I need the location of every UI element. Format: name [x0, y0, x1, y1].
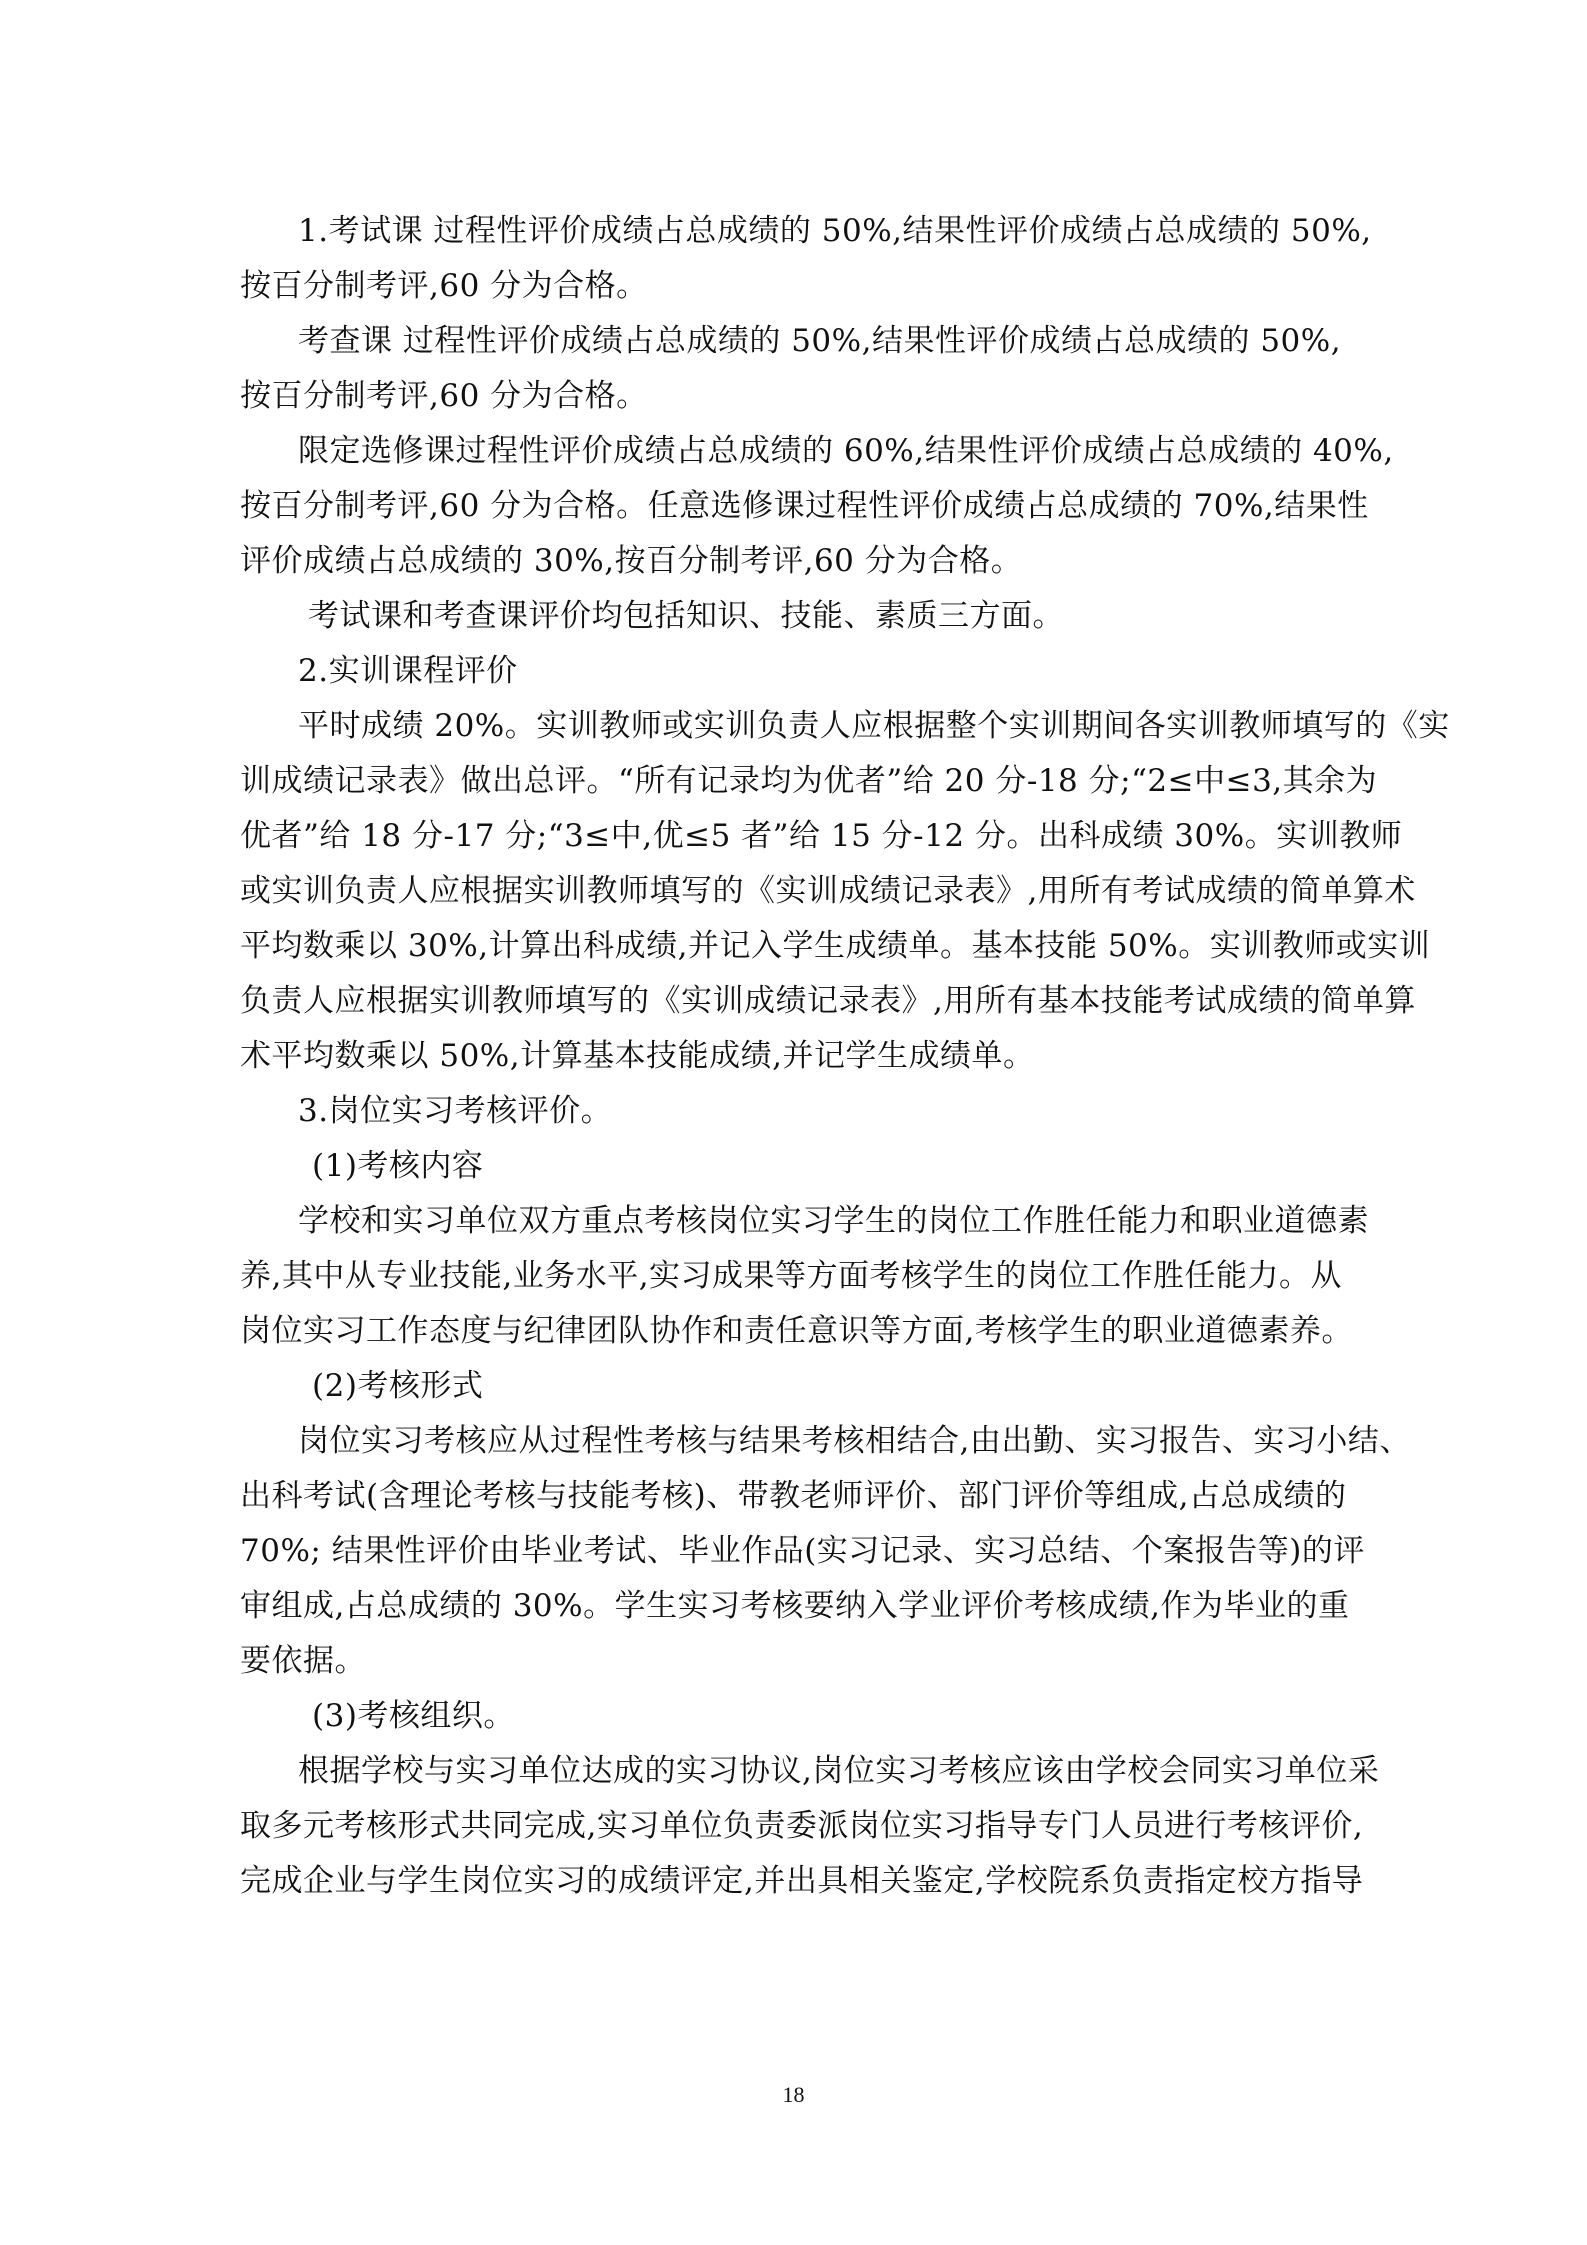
- subsection-heading: (1)考核内容: [312, 1148, 484, 1184]
- text-line: 负责人应根据实训教师填写的《实训成绩记录表》,用所有基本技能考试成绩的简单算: [240, 983, 1416, 1019]
- text-line: 按百分制考评,60 分为合格。: [240, 268, 648, 304]
- page-number: 18: [782, 2082, 805, 2107]
- text-line: 术平均数乘以 50%,计算基本技能成绩,并记学生成绩单。: [240, 1038, 1035, 1074]
- text-line: 限定选修课过程性评价成绩占总成绩的 60%,结果性评价成绩占总成绩的 40%,: [298, 433, 1394, 469]
- text-line: 岗位实习工作态度与纪律团队协作和责任意识等方面,考核学生的职业道德素养。: [240, 1313, 1353, 1349]
- text-line: 审组成,占总成绩的 30%。学生实习考核要纳入学业评价考核成绩,作为毕业的重: [240, 1588, 1350, 1624]
- section-heading: 3.岗位实习考核评价。: [298, 1093, 613, 1129]
- text-line: 1.考试课 过程性评价成绩占总成绩的 50%,结果性评价成绩占总成绩的 50%,: [298, 213, 1372, 249]
- text-line: 平均数乘以 30%,计算出科成绩,并记入学生成绩单。基本技能 50%。实训教师或实训: [240, 928, 1431, 964]
- text-line: 优者”给 18 分-17 分;“3≤中,优≤5 者”给 15 分-12 分。出科成绩 30%。实训教师: [240, 818, 1403, 854]
- text-line: 评价成绩占总成绩的 30%,按百分制考评,60 分为合格。: [240, 543, 1023, 579]
- text-line: 学校和实习单位双方重点考核岗位实习学生的岗位工作胜任能力和职业道德素: [298, 1203, 1369, 1239]
- section-heading: 2.实训课程评价: [298, 653, 518, 689]
- body-text: [240, 204, 1450, 1909]
- text-line: 出科考试(含理论考核与技能考核)、带教老师评价、部门评价等组成,占总成绩的: [240, 1478, 1347, 1514]
- text-line: 按百分制考评,60 分为合格。: [240, 378, 648, 414]
- text-line: 或实训负责人应根据实训教师填写的《实训成绩记录表》,用所有考试成绩的简单算术: [240, 873, 1416, 909]
- text-line: 完成企业与学生岗位实习的成绩评定,并出具相关鉴定,学校院系负责指定校方指导: [240, 1863, 1364, 1899]
- text-line: 取多元考核形式共同完成,实习单位负责委派岗位实习指导专门人员进行考核评价,: [240, 1808, 1364, 1844]
- text-line: 考试课和考查课评价均包括知识、技能、素质三方面。: [308, 598, 1064, 634]
- text-line: 考查课 过程性评价成绩占总成绩的 50%,结果性评价成绩占总成绩的 50%,: [298, 323, 1342, 359]
- text-line: 根据学校与实习单位达成的实习协议,岗位实习考核应该由学校会同实习单位采: [298, 1753, 1380, 1789]
- text-line: 平时成绩 20%。实训教师或实训负责人应根据整个实训期间各实训教师填写的《实: [298, 708, 1450, 744]
- text-line: 岗位实习考核应从过程性考核与结果考核相结合,由出勤、实习报告、实习小结、: [298, 1423, 1411, 1459]
- text-line: 按百分制考评,60 分为合格。任意选修课过程性评价成绩占总成绩的 70%,结果性: [240, 488, 1369, 524]
- text-line: 训成绩记录表》做出总评。“所有记录均为优者”给 20 分-18 分;“2≤中≤3,其余为: [240, 763, 1378, 799]
- subsection-heading: (2)考核形式: [312, 1368, 484, 1404]
- text-line: 70%; 结果性评价由毕业考试、毕业作品(实习记录、实习总结、个案报告等)的评: [240, 1533, 1365, 1569]
- text-line: 要依据。: [240, 1643, 366, 1679]
- subsection-heading: (3)考核组织。: [312, 1698, 515, 1734]
- text-line: 养,其中从专业技能,业务水平,实习成果等方面考核学生的岗位工作胜任能力。从: [240, 1258, 1343, 1294]
